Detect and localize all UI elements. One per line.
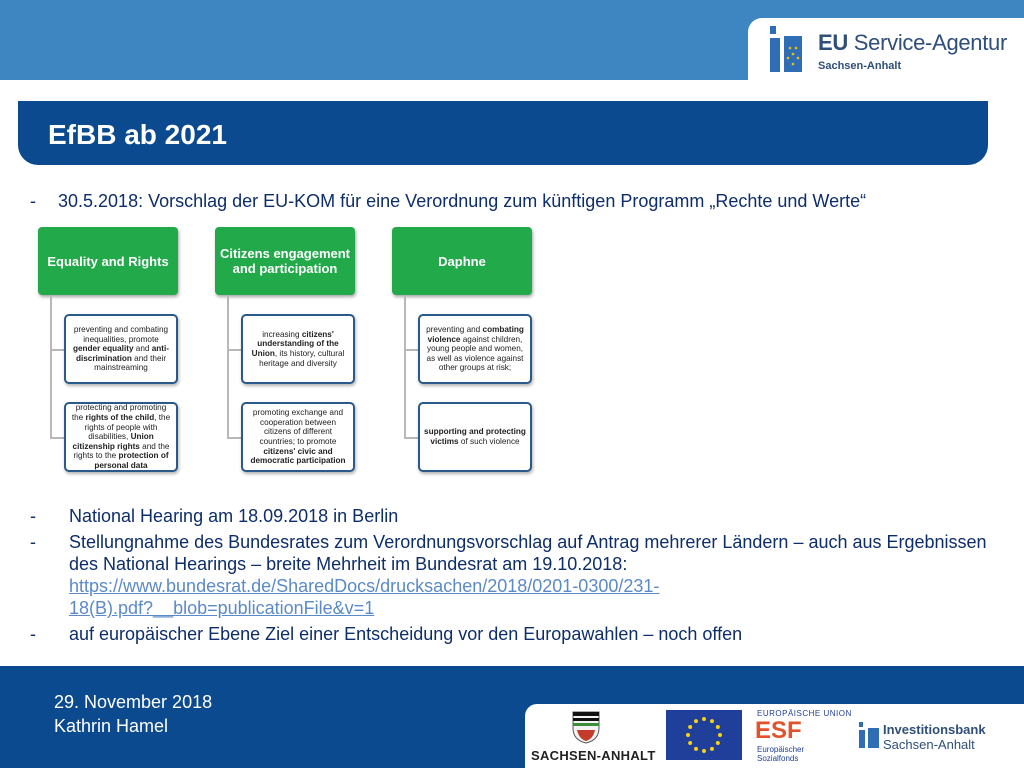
bundesrat-link-line-1[interactable]: https://www.bundesrat.de/SharedDocs/drucksachen/2018/0201-0300/231- <box>69 576 660 596</box>
bullet-text: auf europäischer Ebene Ziel einer Entscheidung vor den Europawahlen – noch offen <box>69 624 743 644</box>
esf-eu-label: EUROPÄISCHE UNION <box>757 709 852 718</box>
footer <box>0 666 1024 768</box>
bullet-text: Stellungnahme des Bundesrates zum Verordnungsvorschlag auf Antrag mehrerer Ländern – auch aus Ergebnissen des National Hearings – breite Mehrheit im Bundesrat am 19.10.2018: <box>69 532 987 574</box>
sachsen-anhalt-coat-of-arms-icon <box>571 710 601 744</box>
box-text: increasing citizens' understanding of the Union, its history, cultural heritage and diversity <box>251 329 345 368</box>
box-text: supporting and protecting victims of such violence <box>424 427 526 446</box>
intro-dash: - <box>30 191 36 211</box>
connector-line <box>50 295 52 438</box>
bullet-list <box>30 505 990 649</box>
sponsor-logo-strip <box>525 704 1024 768</box>
column-head-equality-rights: Equality and Rights <box>38 227 178 295</box>
title-bar <box>18 101 988 165</box>
bullet-item <box>30 505 990 527</box>
eu-service-agentur-logo <box>748 18 1024 84</box>
connector-line <box>227 437 241 439</box>
box-text: promoting exchange and cooperation between citizens of different countries; to promote citizens' civic and democratic participation <box>250 408 346 466</box>
connector-line <box>50 437 64 439</box>
bullet-dash: - <box>30 532 36 552</box>
bundesrat-link-line-2[interactable]: 18(B).pdf?__blob=publicationFile&v=1 <box>69 598 375 618</box>
box-citizens-2 <box>241 402 355 472</box>
bullet-dash: - <box>30 624 36 644</box>
column-head-citizens: Citizens engagement and participation <box>215 227 355 295</box>
esf-sub-1: Europäischer <box>757 745 805 754</box>
investitionsbank-mark-icon <box>859 722 879 748</box>
column-head-daphne: Daphne <box>392 227 532 295</box>
box-equality-2 <box>64 402 178 472</box>
footer-date: 29. November 2018 <box>54 692 213 712</box>
slide-title: EfBB ab 2021 <box>48 119 227 150</box>
connector-line <box>227 295 229 438</box>
footer-author: Kathrin Hamel <box>54 716 169 736</box>
eu-service-agentur-logo-mark-icon <box>768 26 804 76</box>
bullet-text: National Hearing am 18.09.2018 in Berlin <box>69 506 399 526</box>
connector-line <box>404 349 418 351</box>
bullet-dash: - <box>30 506 36 526</box>
box-text: preventing and combating violence against children, young people and women, as well as violence against other groups at risk; <box>426 325 524 373</box>
esf-sub-2: Sozialfonds <box>757 754 799 763</box>
box-citizens-1 <box>241 314 355 384</box>
eu-flag-icon <box>666 710 742 760</box>
bullet-item <box>30 623 990 645</box>
investitionsbank-region: Sachsen-Anhalt <box>883 737 975 752</box>
box-daphne-1 <box>418 314 532 384</box>
connector-line <box>404 437 418 439</box>
box-text: protecting and promoting the rights of the child, the rights of people with disabilities, Union citizenship rights and the rights to the protection of personal data <box>71 403 171 470</box>
connector-line <box>50 349 64 351</box>
box-daphne-2 <box>418 402 532 472</box>
intro-text: 30.5.2018: Vorschlag der EU-KOM für eine Verordnung zum künftigen Programm „Rechte und Werte“ <box>58 191 867 211</box>
esf-logo-text: ESF <box>755 717 802 744</box>
sachsen-anhalt-label: SACHSEN-ANHALT <box>531 748 656 763</box>
connector-line <box>404 295 406 438</box>
box-text: preventing and combating inequalities, promote gender equality and anti-discrimination and their mainstreaming <box>72 325 170 373</box>
bullet-item <box>30 531 990 619</box>
logo-subtitle: Sachsen-Anhalt <box>818 60 902 72</box>
connector-line <box>227 349 241 351</box>
logo-title: EU Service-Agentur <box>818 30 1008 55</box>
box-equality-1 <box>64 314 178 384</box>
investitionsbank-name: Investitionsbank <box>883 722 986 737</box>
